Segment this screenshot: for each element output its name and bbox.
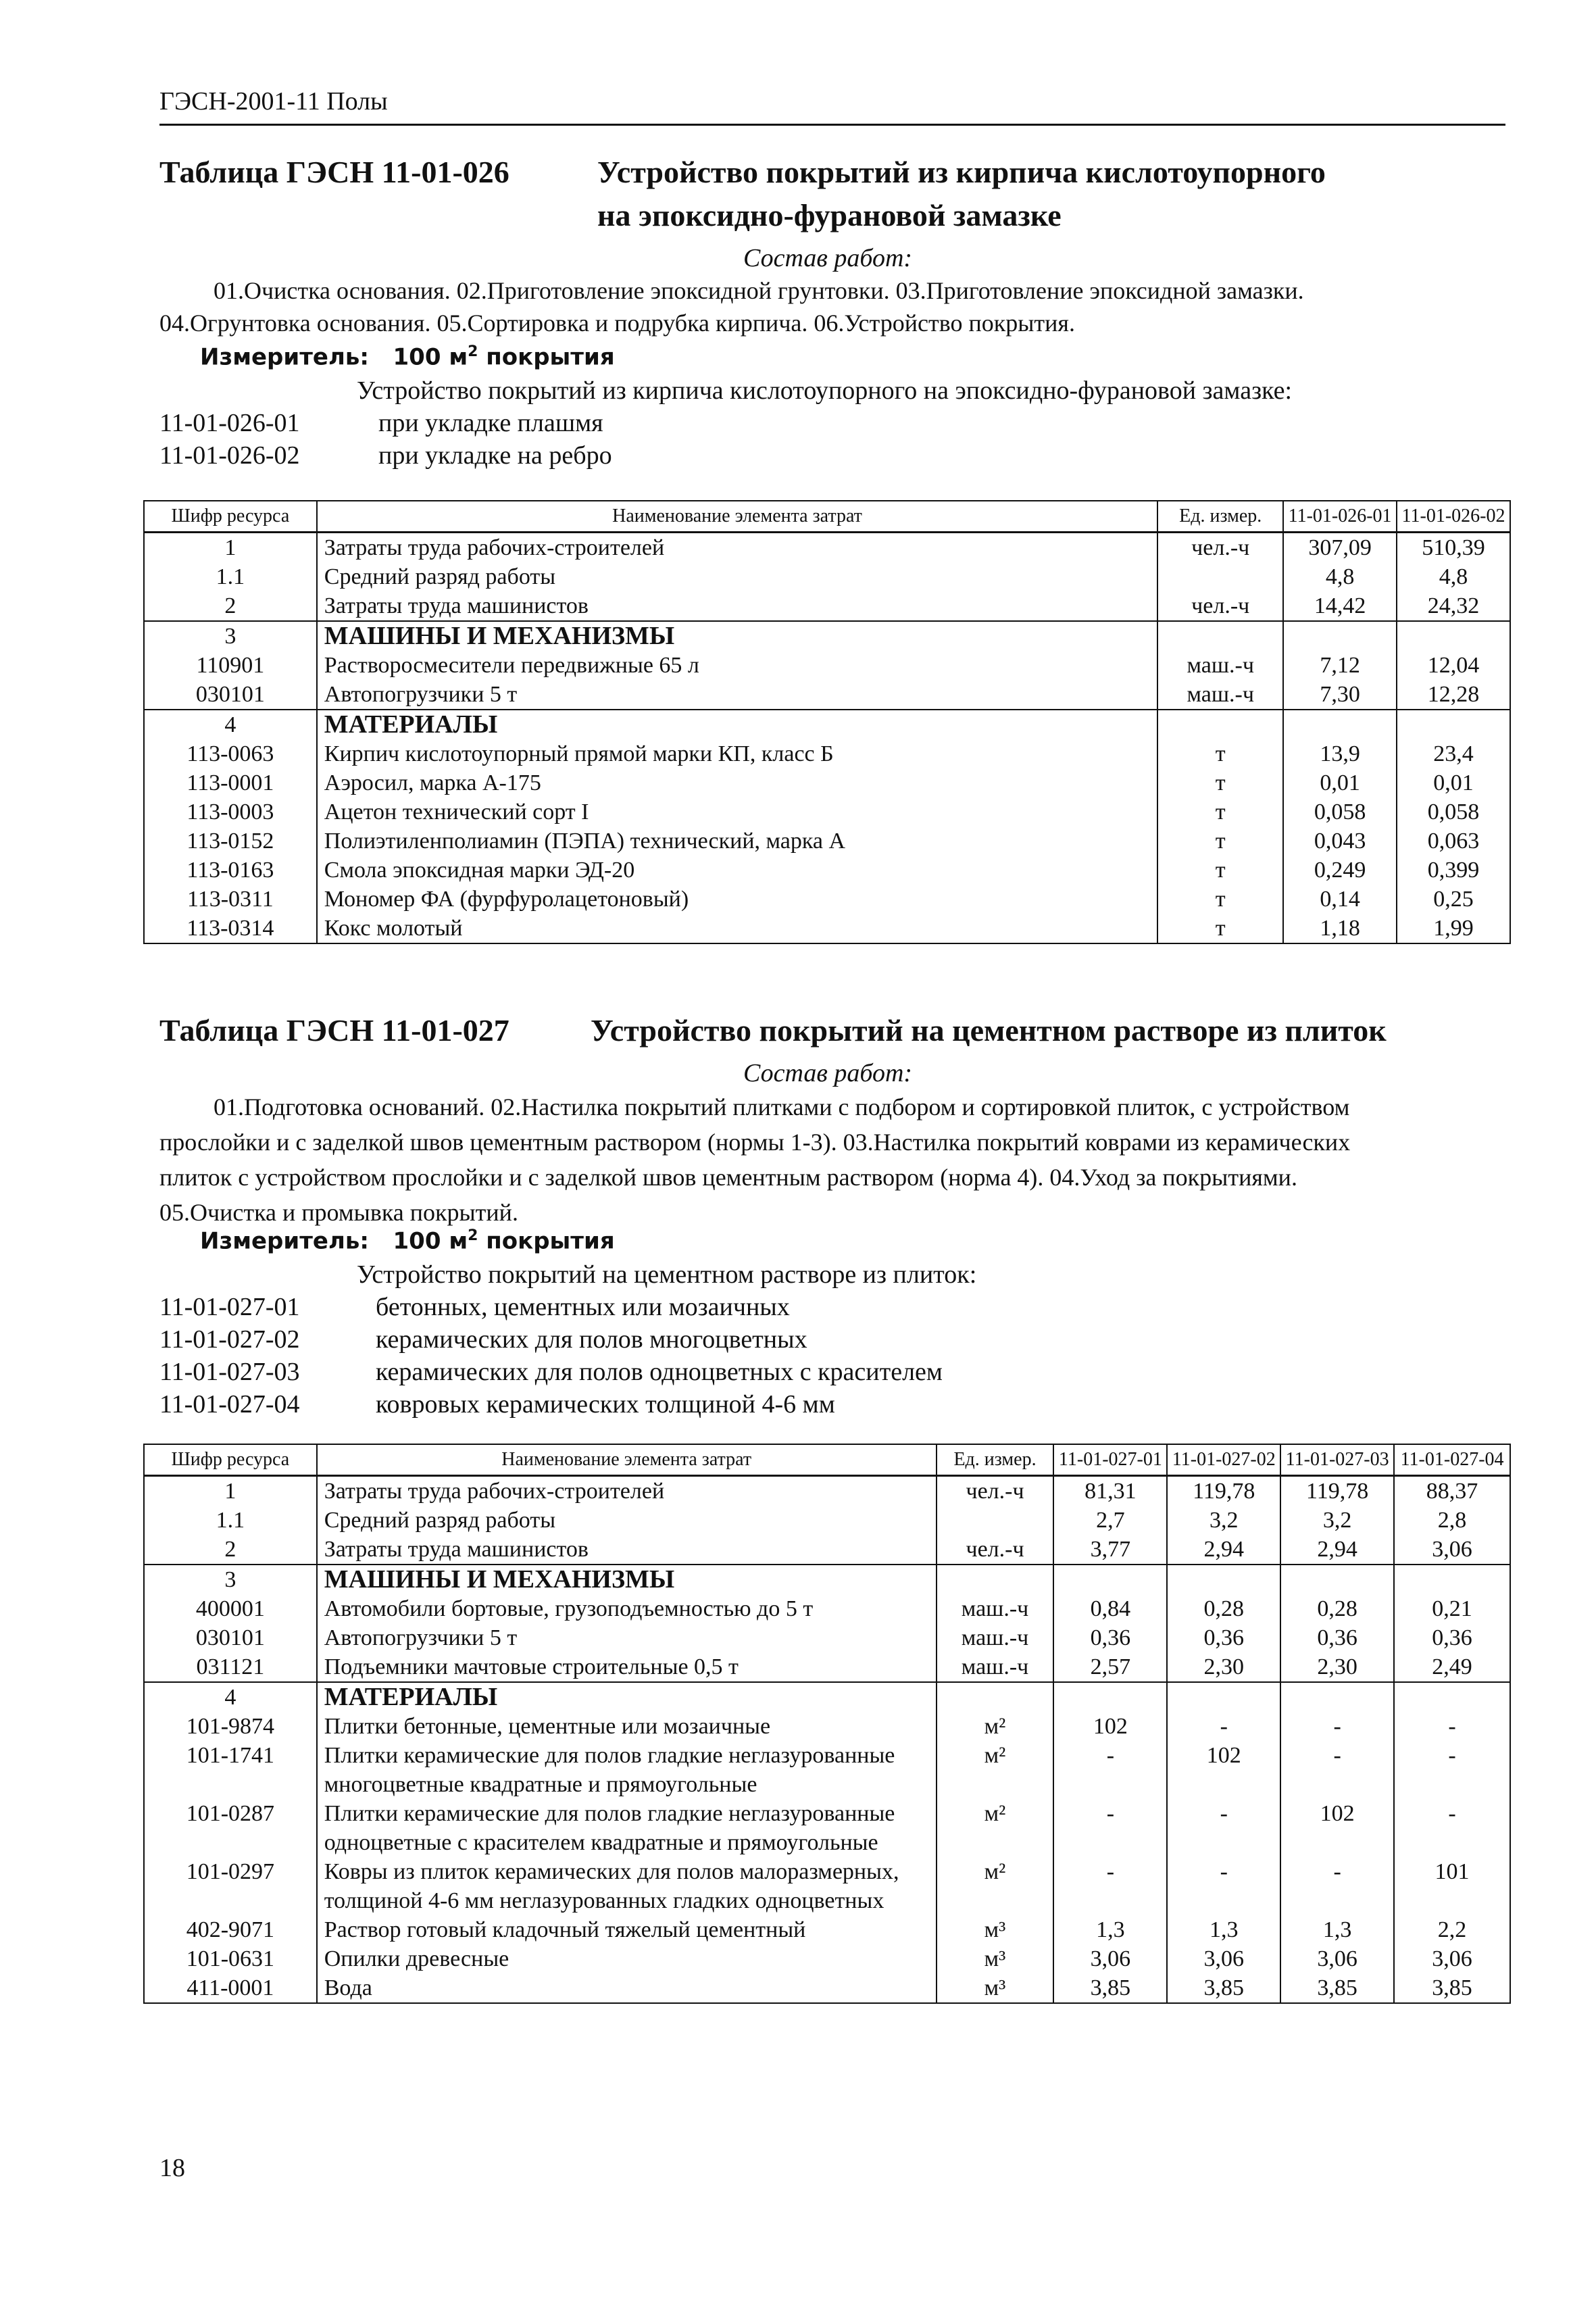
cell-value: 7,12 — [1283, 651, 1397, 680]
col-header-norm-4: 11-01-027-04 — [1394, 1444, 1510, 1476]
col-header-unit: Ед. измер. — [1157, 501, 1283, 533]
cell-name: Средний разряд работы — [317, 562, 1158, 591]
table1-item-code: 11-01-026-01 — [159, 409, 300, 437]
table-row — [144, 1565, 1510, 1594]
table1-grid — [143, 500, 1511, 944]
cell-value — [1053, 1565, 1167, 1594]
cell-value: 0,043 — [1283, 827, 1397, 856]
meter-value: 100 м — [393, 1227, 468, 1255]
cell-value — [1394, 1682, 1510, 1712]
cell-unit: маш.-ч — [937, 1652, 1054, 1682]
cell-code: 4 — [144, 710, 317, 739]
cell-unit — [1157, 562, 1283, 591]
section-heading: МАШИНЫ И МЕХАНИЗМЫ — [317, 1565, 937, 1594]
cell-unit: маш.-ч — [937, 1594, 1054, 1623]
cell-code: 402-9071 — [144, 1915, 317, 1944]
section-heading: МАТЕРИАЛЫ — [317, 710, 1158, 739]
cell-value: 0,28 — [1167, 1594, 1280, 1623]
cell-unit: т — [1157, 768, 1283, 797]
cell-unit: м³ — [937, 1915, 1054, 1944]
table-row — [144, 710, 1510, 739]
cell-value: 3,77 — [1053, 1535, 1167, 1565]
cell-value — [1167, 1682, 1280, 1712]
table1-title-line2: на эпоксидно-фурановой замазке — [597, 198, 1062, 232]
meter-tail: покрытия — [478, 343, 615, 371]
cell-name: Аэросил, марка А-175 — [317, 768, 1158, 797]
meter-sup: 2 — [468, 343, 478, 360]
col-header-norm-1: 11-01-026-01 — [1283, 501, 1397, 533]
cell-value — [1053, 1682, 1167, 1712]
cell-code: 411-0001 — [144, 1973, 317, 2003]
cell-code: 113-0001 — [144, 768, 317, 797]
cell-name: Плитки керамические для полов гладкие неглазурованные одноцветные с красителем квадратные и прямоугольные — [317, 1799, 937, 1857]
running-header: ГЭСН-2001-11 Полы — [159, 87, 388, 116]
table-row — [144, 1712, 1510, 1741]
cell-code: 113-0314 — [144, 914, 317, 943]
cell-value: 12,28 — [1397, 680, 1510, 710]
col-header-norm-2: 11-01-027-02 — [1167, 1444, 1280, 1476]
table1-item-text: при укладке плашмя — [378, 409, 603, 437]
cell-unit: чел.-ч — [1157, 591, 1283, 621]
cell-code: 2 — [144, 591, 317, 621]
cell-value: 0,01 — [1283, 768, 1397, 797]
cell-name: Кирпич кислотоупорный прямой марки КП, класс Б — [317, 739, 1158, 768]
table2-composition-line1: 01.Подготовка оснований. 02.Настилка покрытий плитками с подбором и сортировкой плиток, с устройством — [214, 1093, 1350, 1121]
table-row — [144, 651, 1510, 680]
cell-value — [1397, 621, 1510, 651]
cell-unit: м² — [937, 1741, 1054, 1799]
table-row — [144, 1915, 1510, 1944]
cell-value: - — [1280, 1712, 1394, 1741]
cell-value: 0,36 — [1280, 1623, 1394, 1652]
cell-code: 1 — [144, 1476, 317, 1506]
col-header-name: Наименование элемента затрат — [317, 1444, 937, 1476]
table1-composition-line2: 04.Огрунтовка основания. 05.Сортировка и подрубка кирпича. 06.Устройство покрытия. — [159, 310, 1075, 337]
page-number: 18 — [159, 2154, 185, 2182]
cell-value: 0,84 — [1053, 1594, 1167, 1623]
header-rule — [159, 124, 1505, 126]
table-row — [144, 1973, 1510, 2003]
cell-value: 0,36 — [1167, 1623, 1280, 1652]
table-row — [144, 533, 1510, 563]
cell-name: Затраты труда машинистов — [317, 1535, 937, 1565]
cell-value: 0,063 — [1397, 827, 1510, 856]
col-header-norm-3: 11-01-027-03 — [1280, 1444, 1394, 1476]
cell-name: Полиэтиленполиамин (ПЭПА) технический, марка А — [317, 827, 1158, 856]
cell-value: 1,3 — [1280, 1915, 1394, 1944]
table1-composition-label: Состав работ: — [743, 244, 913, 272]
cell-code: 1.1 — [144, 562, 317, 591]
col-header-norm-2: 11-01-026-02 — [1397, 501, 1510, 533]
cell-value: 0,01 — [1397, 768, 1510, 797]
cell-value: 0,36 — [1394, 1623, 1510, 1652]
cell-name: Плитки керамические для полов гладкие неглазурованные многоцветные квадратные и прямоугольные — [317, 1741, 937, 1799]
cell-value: 2,57 — [1053, 1652, 1167, 1682]
cell-code: 113-0311 — [144, 885, 317, 914]
table-row — [144, 1799, 1510, 1857]
cell-value: - — [1280, 1741, 1394, 1799]
cell-code: 113-0163 — [144, 856, 317, 885]
cell-name: Затраты труда машинистов — [317, 591, 1158, 621]
cell-code: 101-9874 — [144, 1712, 317, 1741]
cell-value: 101 — [1394, 1857, 1510, 1915]
table2-item-text: ковровых керамических толщиной 4-6 мм — [376, 1390, 835, 1419]
cell-value: 2,49 — [1394, 1652, 1510, 1682]
cell-value — [1167, 1565, 1280, 1594]
cell-name: Подъемники мачтовые строительные 0,5 т — [317, 1652, 937, 1682]
table1-title-line1: Устройство покрытий из кирпича кислотоупорного — [597, 155, 1326, 189]
cell-value — [1280, 1565, 1394, 1594]
cell-name: Вода — [317, 1973, 937, 2003]
cell-unit: маш.-ч — [1157, 651, 1283, 680]
meter-value: 100 м — [393, 343, 468, 371]
cell-value: 23,4 — [1397, 739, 1510, 768]
cell-name: Затраты труда рабочих-строителей — [317, 533, 1158, 563]
table-row — [144, 1857, 1510, 1915]
table-row — [144, 1476, 1510, 1506]
table2-meter — [200, 1227, 615, 1254]
cell-unit: маш.-ч — [937, 1623, 1054, 1652]
cell-value: 3,06 — [1394, 1944, 1510, 1973]
cell-code: 031121 — [144, 1652, 317, 1682]
col-header-unit: Ед. измер. — [937, 1444, 1054, 1476]
cell-value: - — [1167, 1799, 1280, 1857]
table1-item-code: 11-01-026-02 — [159, 441, 300, 470]
cell-value: 3,06 — [1394, 1535, 1510, 1565]
cell-name: Смола эпоксидная марки ЭД-20 — [317, 856, 1158, 885]
cell-value: 4,8 — [1397, 562, 1510, 591]
cell-unit: маш.-ч — [1157, 680, 1283, 710]
table2-item-code: 11-01-027-04 — [159, 1390, 300, 1419]
cell-value: 2,94 — [1167, 1535, 1280, 1565]
cell-code: 3 — [144, 1565, 317, 1594]
cell-unit: т — [1157, 914, 1283, 943]
cell-code: 030101 — [144, 1623, 317, 1652]
cell-value: 2,2 — [1394, 1915, 1510, 1944]
table2-title-left: Таблица ГЭСН 11-01-027 — [159, 1013, 509, 1048]
table2-item-text: бетонных, цементных или мозаичных — [376, 1293, 790, 1321]
table-row — [144, 739, 1510, 768]
cell-value — [1394, 1565, 1510, 1594]
cell-value: 13,9 — [1283, 739, 1397, 768]
cell-value: 0,249 — [1283, 856, 1397, 885]
table-row — [144, 1535, 1510, 1565]
table1-meter — [200, 343, 615, 370]
cell-name: Автопогрузчики 5 т — [317, 680, 1158, 710]
table2-composition-label: Состав работ: — [743, 1059, 913, 1087]
table2-item-text: керамических для полов многоцветных — [376, 1325, 807, 1354]
cell-value: 0,058 — [1283, 797, 1397, 827]
cell-unit: т — [1157, 856, 1283, 885]
cell-name: Опилки древесные — [317, 1944, 937, 1973]
cell-value: 0,28 — [1280, 1594, 1394, 1623]
cell-unit: т — [1157, 739, 1283, 768]
cell-unit: м³ — [937, 1973, 1054, 2003]
cell-value: 307,09 — [1283, 533, 1397, 563]
cell-name: Автомобили бортовые, грузоподъемностью до 5 т — [317, 1594, 937, 1623]
cell-value: 102 — [1053, 1712, 1167, 1741]
cell-value: - — [1053, 1799, 1167, 1857]
cell-name: Растворосмесители передвижные 65 л — [317, 651, 1158, 680]
cell-value: - — [1167, 1712, 1280, 1741]
cell-value — [1280, 1682, 1394, 1712]
meter-tail: покрытия — [478, 1227, 615, 1255]
table2-grid — [143, 1444, 1511, 2004]
cell-value: 3,06 — [1167, 1944, 1280, 1973]
cell-name: Ацетон технический сорт I — [317, 797, 1158, 827]
cell-code: 113-0063 — [144, 739, 317, 768]
cell-name: Плитки бетонные, цементные или мозаичные — [317, 1712, 937, 1741]
table-row — [144, 621, 1510, 651]
table1-item-text: при укладке на ребро — [378, 441, 612, 470]
cell-unit: чел.-ч — [1157, 533, 1283, 563]
cell-unit: т — [1157, 827, 1283, 856]
cell-value: 24,32 — [1397, 591, 1510, 621]
table-row — [144, 1741, 1510, 1799]
table-row — [144, 768, 1510, 797]
cell-value: 1,3 — [1053, 1915, 1167, 1944]
table-row — [144, 591, 1510, 621]
cell-name: Кокс молотый — [317, 914, 1158, 943]
cell-value: 12,04 — [1397, 651, 1510, 680]
cell-value: 88,37 — [1394, 1476, 1510, 1506]
meter-label: Измеритель: — [200, 1227, 369, 1255]
cell-value: 119,78 — [1280, 1476, 1394, 1506]
table-row — [144, 914, 1510, 943]
cell-value: 119,78 — [1167, 1476, 1280, 1506]
table1-composition-line1: 01.Очистка основания. 02.Приготовление эпоксидной грунтовки. 03.Приготовление эпоксидной замазки. — [214, 277, 1304, 304]
cell-name: Затраты труда рабочих-строителей — [317, 1476, 937, 1506]
table2-composition-line2: прослойки и с заделкой швов цементным раствором (нормы 1-3). 03.Настилка покрытий коврами из керамических — [159, 1129, 1351, 1156]
cell-code: 3 — [144, 621, 317, 651]
cell-value: 2,94 — [1280, 1535, 1394, 1565]
table2-composition-line4: 05.Очистка и промывка покрытий. — [159, 1199, 518, 1226]
col-header-code: Шифр ресурса — [144, 501, 317, 533]
table2-composition-line3: плиток с устройством прослойки и с заделкой швов цементным раствором (норма 4). 04.Уход за покрытиями. — [159, 1164, 1297, 1191]
table2-item-code: 11-01-027-03 — [159, 1358, 300, 1386]
cell-unit — [1157, 710, 1283, 739]
cell-unit: чел.-ч — [937, 1476, 1054, 1506]
cell-value — [1397, 710, 1510, 739]
cell-value — [1283, 710, 1397, 739]
cell-value: 14,42 — [1283, 591, 1397, 621]
cell-value: - — [1053, 1857, 1167, 1915]
cell-value: 3,2 — [1280, 1506, 1394, 1535]
cell-value: 510,39 — [1397, 533, 1510, 563]
cell-value: 3,2 — [1167, 1506, 1280, 1535]
table-row — [144, 562, 1510, 591]
cell-value: - — [1280, 1857, 1394, 1915]
cell-code: 4 — [144, 1682, 317, 1712]
table-row — [144, 1682, 1510, 1712]
cell-value: 2,30 — [1280, 1652, 1394, 1682]
cell-code: 030101 — [144, 680, 317, 710]
cell-name: Автопогрузчики 5 т — [317, 1623, 937, 1652]
cell-value: - — [1394, 1799, 1510, 1857]
cell-name: Раствор готовый кладочный тяжелый цементный — [317, 1915, 937, 1944]
table2-item-code: 11-01-027-02 — [159, 1325, 300, 1354]
cell-value: - — [1394, 1741, 1510, 1799]
table-row — [144, 1944, 1510, 1973]
section-heading: МАШИНЫ И МЕХАНИЗМЫ — [317, 621, 1158, 651]
cell-value — [1283, 621, 1397, 651]
cell-value: 2,8 — [1394, 1506, 1510, 1535]
cell-value: - — [1394, 1712, 1510, 1741]
cell-unit — [937, 1682, 1054, 1712]
cell-value: 3,06 — [1053, 1944, 1167, 1973]
col-header-code: Шифр ресурса — [144, 1444, 317, 1476]
cell-code: 113-0152 — [144, 827, 317, 856]
table-row — [144, 1506, 1510, 1535]
cell-code: 101-0287 — [144, 1799, 317, 1857]
table-row — [144, 856, 1510, 885]
cell-code: 1 — [144, 533, 317, 563]
cell-code: 101-1741 — [144, 1741, 317, 1799]
table2-items-heading: Устройство покрытий на цементном растворе из плиток: — [357, 1260, 977, 1289]
cell-unit — [937, 1506, 1054, 1535]
table1-title-left: Таблица ГЭСН 11-01-026 — [159, 155, 509, 189]
cell-code: 101-0297 — [144, 1857, 317, 1915]
table-row — [144, 885, 1510, 914]
cell-value: 0,21 — [1394, 1594, 1510, 1623]
cell-value: 1,99 — [1397, 914, 1510, 943]
table-row — [144, 827, 1510, 856]
cell-value: 2,7 — [1053, 1506, 1167, 1535]
col-header-name: Наименование элемента затрат — [317, 501, 1158, 533]
cell-value: 0,058 — [1397, 797, 1510, 827]
table-row — [144, 797, 1510, 827]
meter-label: Измеритель: — [200, 343, 369, 371]
table2-item-code: 11-01-027-01 — [159, 1293, 300, 1321]
cell-code: 113-0003 — [144, 797, 317, 827]
cell-unit: м² — [937, 1857, 1054, 1915]
cell-code: 101-0631 — [144, 1944, 317, 1973]
cell-code: 110901 — [144, 651, 317, 680]
cell-value: 3,85 — [1280, 1973, 1394, 2003]
cell-unit: м² — [937, 1712, 1054, 1741]
cell-value: 0,25 — [1397, 885, 1510, 914]
cell-value: - — [1053, 1741, 1167, 1799]
cell-unit: т — [1157, 797, 1283, 827]
cell-value: 102 — [1167, 1741, 1280, 1799]
cell-unit: чел.-ч — [937, 1535, 1054, 1565]
cell-value: 3,85 — [1053, 1973, 1167, 2003]
cell-value: 7,30 — [1283, 680, 1397, 710]
cell-unit: м³ — [937, 1944, 1054, 1973]
section-heading: МАТЕРИАЛЫ — [317, 1682, 937, 1712]
cell-value: 102 — [1280, 1799, 1394, 1857]
cell-unit — [937, 1565, 1054, 1594]
table-row — [144, 1623, 1510, 1652]
cell-name: Мономер ФА (фурфуролацетоновый) — [317, 885, 1158, 914]
cell-value: 3,85 — [1167, 1973, 1280, 2003]
table-row — [144, 680, 1510, 710]
cell-value: 3,06 — [1280, 1944, 1394, 1973]
cell-code: 1.1 — [144, 1506, 317, 1535]
table2-title-line1: Устройство покрытий на цементном растворе из плиток — [591, 1013, 1387, 1048]
cell-value: 2,30 — [1167, 1652, 1280, 1682]
cell-value: 1,18 — [1283, 914, 1397, 943]
cell-name: Ковры из плиток керамических для полов малоразмерных, толщиной 4-6 мм неглазурованных гладких одноцветных — [317, 1857, 937, 1915]
cell-code: 400001 — [144, 1594, 317, 1623]
table1-items-heading: Устройство покрытий из кирпича кислотоупорного на эпоксидно-фурановой замазке: — [357, 376, 1293, 405]
cell-unit: т — [1157, 885, 1283, 914]
cell-value: 1,3 — [1167, 1915, 1280, 1944]
meter-sup: 2 — [468, 1227, 478, 1244]
table2-item-text: керамических для полов одноцветных с красителем — [376, 1358, 943, 1386]
cell-unit: м² — [937, 1799, 1054, 1857]
table-row — [144, 1652, 1510, 1682]
cell-value: 3,85 — [1394, 1973, 1510, 2003]
col-header-norm-1: 11-01-027-01 — [1053, 1444, 1167, 1476]
cell-code: 2 — [144, 1535, 317, 1565]
cell-value: - — [1167, 1857, 1280, 1915]
cell-value: 81,31 — [1053, 1476, 1167, 1506]
table-row — [144, 1594, 1510, 1623]
cell-value: 0,14 — [1283, 885, 1397, 914]
cell-value: 4,8 — [1283, 562, 1397, 591]
cell-name: Средний разряд работы — [317, 1506, 937, 1535]
cell-value: 0,399 — [1397, 856, 1510, 885]
cell-value: 0,36 — [1053, 1623, 1167, 1652]
cell-unit — [1157, 621, 1283, 651]
